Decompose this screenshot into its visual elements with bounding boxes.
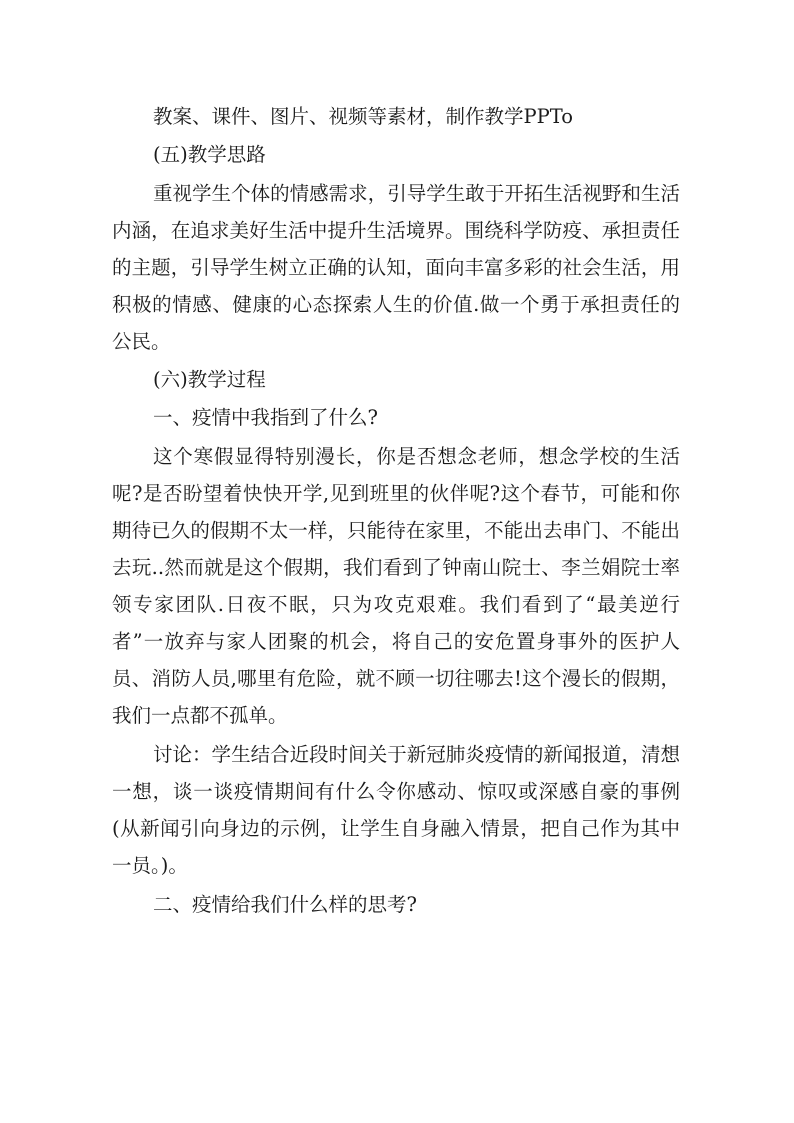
section-6-heading: (六)教学过程 — [153, 368, 266, 391]
part-2-heading: 二、疫情给我们什么样的思考? — [153, 893, 417, 916]
section-5-paragraph: 重视学生个体的情感需求，引导学生敢于开拓生活视野和生活内涵，在追求美好生活中提升生活境界。围绕科学防疫、承担责任的主题，引导学生树立正确的认知，面向丰富多彩的社会生活，用积极的情感、健康的心态探索人生的价值.做一个勇于承担责任的公民。 — [112, 182, 680, 353]
part-1-paragraph: 这个寒假显得特别漫长，你是否想念老师，想念学校的生活呢?是否盼望着快快开学,见到班里的伙伴呢?这个春节，可能和你期待已久的假期不太一样，只能待在家里，不能出去串门、不能出去玩..然而就是这个假期，我们看到了钟南山院士、李兰娟院士率领专家团队.日夜不眠，只为攻克艰难。我们看到了“最美逆行者”一放弃与家人团聚的机会，将自己的安危置身事外的医护人员、消防人员,哪里有危险，就不顾一切往哪去!这个漫长的假期，我们一点都不孤单。 — [112, 445, 680, 727]
discussion-paragraph: 讨论：学生结合近段时间关于新冠肺炎疫情的新闻报道，清想一想，谈一谈疫情期间有什么令你感动、惊叹或深感自豪的事例(从新闻引向身边的示例，让学生自身融入情景，把自己作为其中一员。)。 — [112, 743, 680, 877]
section-5-heading: (五)教学思路 — [153, 143, 266, 166]
document-body — [112, 98, 680, 923]
part-1-heading: 一、疫情中我指到了什么? — [153, 406, 378, 429]
materials-paragraph: 教案、课件、图片、视频等素材，制作教学PPTo — [153, 105, 573, 128]
